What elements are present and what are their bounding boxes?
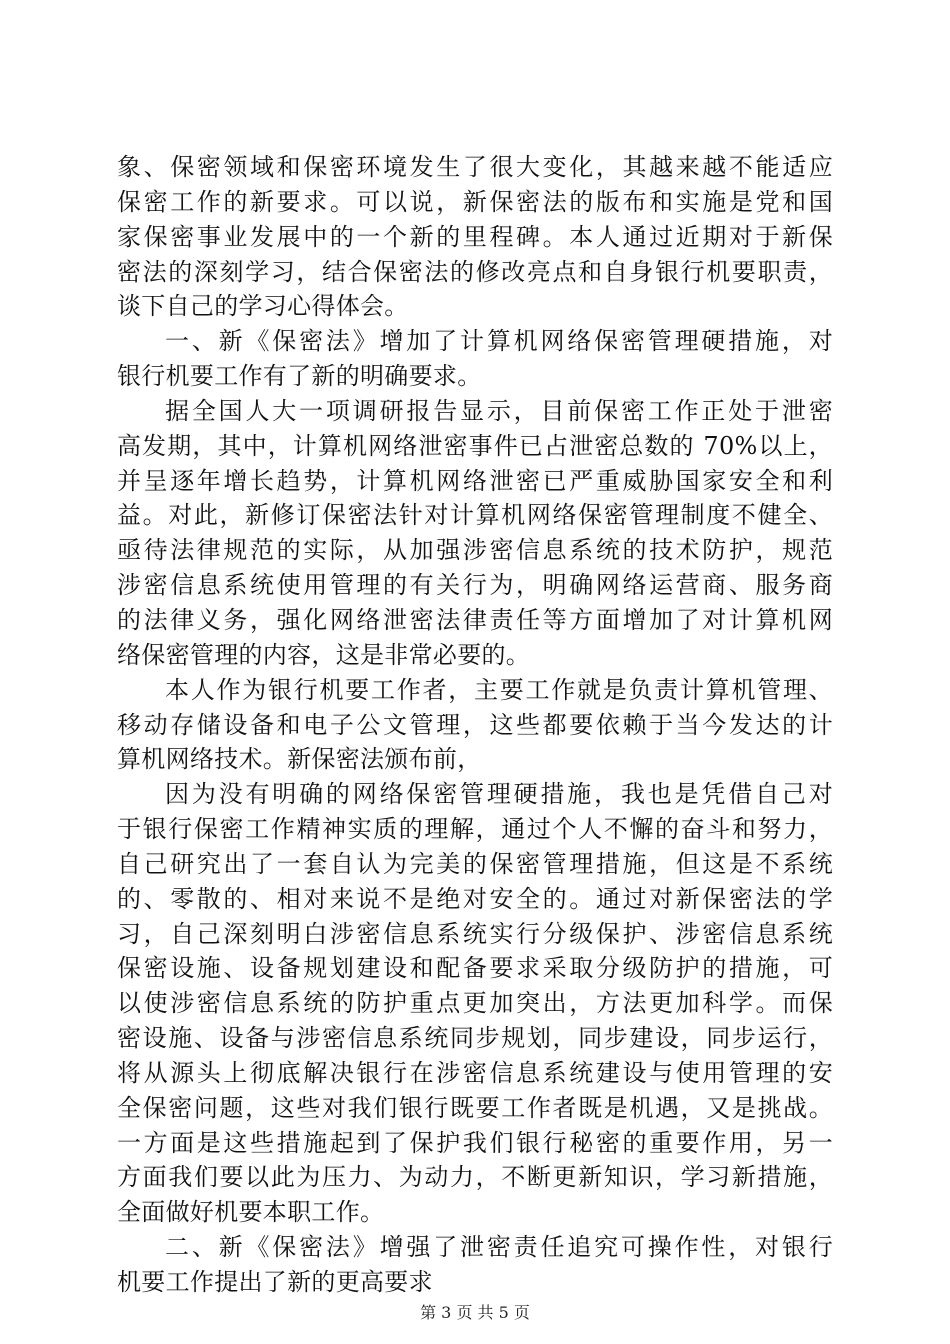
text-line: 于银行保密工作精神实质的理解，通过个人不懈的奋斗和努力， [117,815,833,844]
text-line: 一方面是这些措施起到了保护我们银行秘密的重要作用，另一 [117,1128,833,1157]
text-line: 并呈逐年增长趋势，计算机网络泄密已严重威胁国家安全和利 [117,466,833,495]
text-line: 密设施、设备与涉密信息系统同步规划，同步建设，同步运行， [117,1024,833,1053]
text-line: 全面做好机要本职工作。 [117,1198,385,1227]
text-line: 的、零散的、相对来说不是绝对安全的。通过对新保密法的学 [117,884,833,913]
text-line: 密法的深刻学习，结合保密法的修改亮点和自身银行机要职责， [117,257,833,286]
text-line: 习，自己深刻明白涉密信息系统实行分级保护、涉密信息系统 [117,919,833,948]
text-line: 的法律义务，强化网络泄密法律责任等方面增加了对计算机网 [117,605,833,634]
text-line: 益。对此，新修订保密法针对计算机网络保密管理制度不健全、 [117,501,833,530]
text-line: 全保密问题，这些对我们银行既要工作者既是机遇，又是挑战。 [117,1093,833,1122]
text-line: 络保密管理的内容，这是非常必要的。 [117,640,531,669]
text-line: 保密设施、设备规划建设和配备要求采取分级防护的措施，可 [117,954,833,983]
text-line: 以使涉密信息系统的防护重点更加突出，方法更加科学。而保 [117,989,833,1018]
text-line: 一、新《保密法》增加了计算机网络保密管理硬措施，对 [165,327,833,356]
text-line: 自己研究出了一套自认为完美的保密管理措施，但这是不系统 [117,849,833,878]
text-line: 亟待法律规范的实际，从加强涉密信息系统的技术防护，规范 [117,536,833,565]
text-line: 银行机要工作有了新的明确要求。 [117,362,482,391]
text-line: 移动存储设备和电子公文管理，这些都要依赖于当今发达的计 [117,710,833,739]
text-line: 算机网络技术。新保密法颁布前， [117,745,482,774]
text-line: 机要工作提出了新的更高要求 [117,1268,433,1296]
text-line: 家保密事业发展中的一个新的里程碑。本人通过近期对于新保 [117,222,833,251]
text-line: 据全国人大一项调研报告显示，目前保密工作正处于泄密 [165,396,833,425]
text-line: 二、新《保密法》增强了泄密责任追究可操作性，对银行 [165,1233,833,1262]
text-line: 象、保密领域和保密环境发生了很大变化，其越来越不能适应 [117,153,833,181]
page-footer: 第 3 页 共 5 页 [420,1303,530,1322]
text-line: 高发期，其中，计算机网络泄密事件已占泄密总数的 70%以上， [117,431,833,460]
document-body [117,150,833,1300]
text-line: 方面我们要以此为压力、为动力，不断更新知识，学习新措施， [117,1163,833,1192]
text-line: 本人作为银行机要工作者，主要工作就是负责计算机管理、 [165,675,833,704]
text-line: 将从源头上彻底解决银行在涉密信息系统建设与使用管理的安 [117,1058,833,1087]
text-line: 涉密信息系统使用管理的有关行为，明确网络运营商、服务商 [117,571,833,600]
text-line: 谈下自己的学习心得体会。 [117,292,409,321]
text-line: 保密工作的新要求。可以说，新保密法的版布和实施是党和国 [117,187,833,216]
text-line: 因为没有明确的网络保密管理硬措施，我也是凭借自己对 [165,780,833,809]
